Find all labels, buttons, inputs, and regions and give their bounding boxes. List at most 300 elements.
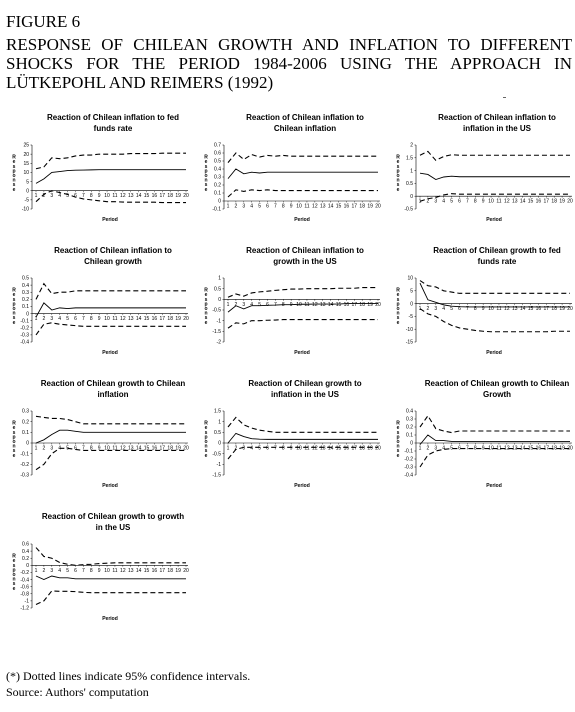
x-tick-label: 15 bbox=[527, 306, 534, 313]
response-line bbox=[228, 433, 378, 443]
y-axis-label: e bbox=[204, 425, 208, 432]
y-axis-label: s bbox=[396, 163, 400, 170]
y-axis-label: e bbox=[396, 452, 400, 459]
x-tick-label: 17 bbox=[159, 316, 166, 323]
x-tick-label: 19 bbox=[175, 567, 181, 574]
x-tick-label: 8 bbox=[281, 203, 285, 210]
x-tick-label: 19 bbox=[175, 316, 181, 323]
x-tick-label: 1 bbox=[418, 306, 422, 313]
x-tick-label: 8 bbox=[473, 306, 477, 313]
lower-confidence-line bbox=[228, 190, 378, 197]
chart-panel bbox=[392, 112, 575, 242]
x-tick-label: 5 bbox=[450, 198, 453, 205]
y-axis-label: R bbox=[396, 420, 400, 427]
y-axis-label: e bbox=[12, 425, 16, 432]
x-tick-label: 6 bbox=[458, 306, 461, 313]
x-tick-label: 17 bbox=[351, 445, 358, 452]
y-tick-label: -0.1 bbox=[20, 451, 29, 458]
y-tick-label: -0.1 bbox=[212, 206, 221, 213]
lower-confidence-line bbox=[36, 591, 186, 605]
x-tick-label: 10 bbox=[488, 445, 494, 452]
x-tick-label: 13 bbox=[127, 316, 134, 323]
x-tick-label: 18 bbox=[167, 316, 173, 323]
x-tick-label: 12 bbox=[120, 316, 126, 323]
y-tick-label: 0.3 bbox=[214, 174, 221, 181]
y-axis-label: s bbox=[396, 296, 400, 303]
chart-title: funds rate bbox=[477, 257, 517, 266]
x-tick-label: 2 bbox=[234, 203, 238, 210]
x-axis-label: Period bbox=[486, 483, 502, 489]
x-tick-label: 18 bbox=[167, 193, 173, 200]
chart-title: funds rate bbox=[93, 124, 133, 133]
x-tick-label: 12 bbox=[504, 198, 510, 205]
x-tick-label: 2 bbox=[234, 301, 238, 308]
x-tick-label: 20 bbox=[567, 306, 573, 313]
y-tick-label: -0.3 bbox=[20, 472, 29, 479]
response-line bbox=[36, 303, 186, 317]
x-tick-label: 10 bbox=[488, 198, 494, 205]
y-axis-label: R bbox=[12, 287, 16, 294]
x-tick-label: 6 bbox=[458, 198, 461, 205]
y-axis-label: e bbox=[396, 186, 400, 193]
y-axis-label: p bbox=[12, 301, 16, 308]
x-tick-label: 9 bbox=[289, 203, 293, 210]
y-axis-label: p bbox=[396, 434, 400, 441]
x-tick-label: 5 bbox=[66, 316, 69, 323]
x-axis-label: Period bbox=[102, 616, 118, 622]
x-axis-label: Period bbox=[102, 483, 118, 489]
y-tick-label: -0.4 bbox=[404, 472, 413, 479]
x-tick-label: 9 bbox=[97, 316, 101, 323]
x-tick-label: 18 bbox=[167, 567, 173, 574]
y-axis-label: R bbox=[12, 420, 16, 427]
chart-svg bbox=[8, 245, 198, 375]
x-tick-label: 20 bbox=[183, 445, 189, 452]
x-tick-label: 6 bbox=[266, 445, 269, 452]
upper-confidence-line bbox=[420, 416, 570, 433]
y-axis-label: e bbox=[12, 319, 16, 326]
x-axis-label: Period bbox=[294, 350, 310, 356]
x-tick-label: 3 bbox=[434, 445, 438, 452]
x-tick-label: 14 bbox=[327, 445, 334, 452]
x-tick-label: 16 bbox=[535, 198, 542, 205]
x-tick-label: 18 bbox=[551, 306, 557, 313]
upper-confidence-line bbox=[36, 416, 186, 423]
x-tick-label: 17 bbox=[159, 567, 166, 574]
chart-title: Reaction of Chilean inflation to bbox=[438, 113, 556, 122]
x-tick-label: 8 bbox=[281, 445, 285, 452]
upper-confidence-line bbox=[420, 281, 570, 294]
y-axis-label: R bbox=[12, 154, 16, 161]
x-tick-label: 14 bbox=[519, 306, 526, 313]
y-tick-label: 0.3 bbox=[22, 289, 29, 296]
x-tick-label: 19 bbox=[559, 306, 565, 313]
x-tick-label: 2 bbox=[234, 445, 238, 452]
x-tick-label: 1 bbox=[418, 445, 422, 452]
y-axis-label: R bbox=[204, 420, 208, 427]
figure-title: RESPONSE OF CHILEAN GROWTH AND INFLATION TO DIFFERENT SHOCKS FOR THE PERIOD 1984-2006 USING THE APPROACH IN LÜTKEPOHL AND REIMERS (1992) bbox=[6, 35, 572, 92]
x-tick-label: 15 bbox=[335, 301, 342, 308]
y-tick-label: 0.5 bbox=[214, 286, 221, 293]
x-tick-label: 7 bbox=[81, 445, 85, 452]
x-tick-label: 16 bbox=[151, 567, 158, 574]
y-axis-label: e bbox=[12, 558, 16, 565]
chart-svg bbox=[200, 245, 390, 375]
y-tick-label: 0.2 bbox=[22, 419, 29, 426]
x-tick-label: 17 bbox=[159, 193, 166, 200]
x-tick-label: 15 bbox=[143, 193, 150, 200]
y-tick-label: 0.3 bbox=[22, 408, 29, 415]
x-tick-label: 6 bbox=[74, 193, 77, 200]
x-tick-label: 11 bbox=[112, 445, 118, 452]
y-axis-label: o bbox=[12, 439, 16, 445]
x-tick-label: 10 bbox=[296, 203, 302, 210]
x-tick-label: 12 bbox=[312, 445, 318, 452]
chart-title: inflation bbox=[97, 390, 129, 399]
x-tick-label: 8 bbox=[473, 445, 477, 452]
y-tick-label: 0.2 bbox=[22, 297, 29, 304]
chart-title: Reaction of Chilean growth to Chilean bbox=[424, 379, 570, 388]
x-tick-label: 15 bbox=[143, 445, 150, 452]
y-axis-label: e bbox=[396, 319, 400, 326]
x-tick-label: 18 bbox=[359, 301, 365, 308]
y-tick-label: -10 bbox=[21, 206, 29, 213]
x-tick-label: 2 bbox=[42, 445, 46, 452]
y-tick-label: -0.4 bbox=[20, 577, 29, 584]
footnote-confidence: (*) Dotted lines indicate 95% confidence intervals. bbox=[6, 669, 251, 683]
x-tick-label: 5 bbox=[258, 203, 261, 210]
x-tick-label: 4 bbox=[442, 198, 446, 205]
chart-title: Reaction of Chilean growth to fed bbox=[433, 246, 561, 255]
chart-svg bbox=[392, 245, 575, 375]
x-tick-label: 3 bbox=[50, 445, 54, 452]
y-tick-label: 0 bbox=[26, 188, 29, 195]
y-tick-label: -1.5 bbox=[212, 472, 221, 479]
x-tick-label: 10 bbox=[296, 301, 302, 308]
y-tick-label: 0 bbox=[26, 440, 29, 447]
x-tick-label: 5 bbox=[450, 306, 453, 313]
x-tick-label: 7 bbox=[465, 306, 469, 313]
x-tick-label: 13 bbox=[511, 306, 518, 313]
chart-panel bbox=[8, 245, 198, 375]
y-axis-label: o bbox=[396, 306, 400, 312]
figure-label: FIGURE 6 bbox=[6, 12, 81, 31]
y-tick-label: 0 bbox=[410, 301, 413, 308]
x-axis-label: Period bbox=[486, 350, 502, 356]
y-axis-label: n bbox=[396, 310, 400, 317]
x-tick-label: 17 bbox=[159, 445, 166, 452]
x-tick-label: 11 bbox=[496, 445, 502, 452]
x-tick-label: 2 bbox=[426, 198, 430, 205]
x-tick-label: 3 bbox=[434, 306, 438, 313]
y-axis-label: o bbox=[396, 173, 400, 179]
y-tick-label: 0.5 bbox=[214, 430, 221, 437]
x-tick-label: 3 bbox=[242, 445, 246, 452]
y-axis-label: e bbox=[204, 159, 208, 166]
x-tick-label: 11 bbox=[304, 203, 310, 210]
y-axis-label: s bbox=[12, 163, 16, 170]
x-tick-label: 7 bbox=[81, 193, 85, 200]
x-tick-label: 4 bbox=[442, 306, 446, 313]
y-axis-label: s bbox=[12, 429, 16, 436]
x-tick-label: 3 bbox=[242, 203, 246, 210]
x-tick-label: 5 bbox=[66, 567, 69, 574]
x-tick-label: 10 bbox=[104, 567, 110, 574]
y-axis-label: s bbox=[204, 163, 208, 170]
y-axis-label: p bbox=[396, 301, 400, 308]
x-tick-label: 4 bbox=[250, 203, 254, 210]
x-tick-label: 20 bbox=[375, 445, 381, 452]
y-tick-label: 10 bbox=[407, 275, 413, 282]
chart-title: in the US bbox=[95, 523, 131, 532]
lower-confidence-line bbox=[420, 309, 570, 332]
x-tick-label: 19 bbox=[367, 301, 373, 308]
x-tick-label: 1 bbox=[34, 193, 38, 200]
y-axis-label: s bbox=[396, 429, 400, 436]
x-tick-label: 7 bbox=[465, 445, 469, 452]
chart-panel bbox=[392, 378, 575, 508]
y-axis-label: n bbox=[204, 177, 208, 184]
x-tick-label: 11 bbox=[112, 316, 118, 323]
chart-svg bbox=[200, 378, 390, 508]
chart-title: growth in the US bbox=[273, 257, 337, 266]
x-axis-label: Period bbox=[294, 217, 310, 223]
x-tick-label: 12 bbox=[120, 567, 126, 574]
x-tick-label: 1 bbox=[34, 316, 38, 323]
response-line bbox=[36, 576, 186, 580]
chart-panel bbox=[200, 245, 390, 375]
x-tick-label: 14 bbox=[327, 301, 334, 308]
chart-svg bbox=[8, 112, 198, 242]
y-tick-label: -0.2 bbox=[20, 570, 29, 577]
y-tick-label: 15 bbox=[23, 160, 29, 167]
x-tick-label: 10 bbox=[296, 445, 302, 452]
x-tick-label: 14 bbox=[135, 567, 142, 574]
y-axis-label: p bbox=[12, 168, 16, 175]
y-axis-label: p bbox=[204, 168, 208, 175]
footnote-source: Source: Authors' computation bbox=[6, 685, 149, 699]
y-tick-label: 5 bbox=[410, 288, 413, 295]
x-tick-label: 17 bbox=[543, 445, 550, 452]
y-tick-label: -1.2 bbox=[20, 605, 29, 612]
chart-title: Reaction of Chilean inflation to bbox=[54, 246, 172, 255]
y-axis-label: p bbox=[12, 434, 16, 441]
x-tick-label: 13 bbox=[127, 193, 134, 200]
x-tick-label: 5 bbox=[258, 301, 261, 308]
x-tick-label: 17 bbox=[351, 203, 358, 210]
y-tick-label: 0.2 bbox=[406, 424, 413, 431]
y-axis-label: s bbox=[396, 182, 400, 189]
y-tick-label: -0.4 bbox=[20, 339, 29, 346]
x-tick-label: 3 bbox=[50, 193, 54, 200]
y-axis-label: n bbox=[12, 443, 16, 450]
x-tick-label: 12 bbox=[504, 306, 510, 313]
x-tick-label: 4 bbox=[58, 316, 62, 323]
y-axis-label: e bbox=[204, 452, 208, 459]
y-tick-label: -0.5 bbox=[212, 307, 221, 314]
y-tick-label: -0.3 bbox=[404, 464, 413, 471]
x-tick-label: 19 bbox=[367, 203, 373, 210]
y-tick-label: 0 bbox=[218, 198, 221, 205]
x-tick-label: 9 bbox=[97, 193, 101, 200]
y-axis-label: n bbox=[12, 177, 16, 184]
x-tick-label: 20 bbox=[183, 316, 189, 323]
x-axis-label: Period bbox=[294, 483, 310, 489]
chart-svg bbox=[392, 378, 575, 508]
y-tick-label: 0.3 bbox=[406, 416, 413, 423]
x-tick-label: 11 bbox=[496, 198, 502, 205]
upper-confidence-line bbox=[420, 151, 570, 160]
y-axis-label: s bbox=[12, 296, 16, 303]
y-axis-label: s bbox=[396, 448, 400, 455]
y-axis-label: s bbox=[12, 182, 16, 189]
chart-svg bbox=[8, 378, 198, 508]
x-tick-label: 11 bbox=[112, 193, 118, 200]
upper-confidence-line bbox=[36, 548, 186, 566]
x-tick-label: 14 bbox=[327, 203, 334, 210]
x-tick-label: 7 bbox=[81, 567, 85, 574]
x-tick-label: 7 bbox=[81, 316, 85, 323]
y-axis-label: o bbox=[204, 306, 208, 312]
upper-confidence-line bbox=[228, 153, 378, 163]
y-tick-label: 25 bbox=[23, 142, 29, 149]
y-axis-label: p bbox=[204, 301, 208, 308]
x-tick-label: 11 bbox=[496, 306, 502, 313]
x-tick-label: 6 bbox=[74, 567, 77, 574]
y-tick-label: 0.7 bbox=[214, 142, 221, 149]
x-tick-label: 16 bbox=[151, 445, 158, 452]
chart-title: Reaction of Chilean inflation to bbox=[246, 113, 364, 122]
x-tick-label: 1 bbox=[418, 198, 422, 205]
x-tick-label: 16 bbox=[343, 203, 350, 210]
x-tick-label: 7 bbox=[273, 445, 277, 452]
y-axis-label: n bbox=[396, 177, 400, 184]
y-tick-label: 1 bbox=[218, 275, 221, 282]
chart-svg bbox=[200, 112, 390, 242]
x-tick-label: 9 bbox=[481, 306, 485, 313]
chart-panel bbox=[200, 112, 390, 242]
x-tick-label: 1 bbox=[226, 445, 230, 452]
x-tick-label: 18 bbox=[359, 445, 365, 452]
y-axis-label: e bbox=[12, 585, 16, 592]
y-tick-label: -5 bbox=[24, 197, 29, 204]
x-tick-label: 14 bbox=[519, 445, 526, 452]
footnote bbox=[6, 668, 250, 700]
x-tick-label: 1 bbox=[34, 567, 38, 574]
y-axis-label: o bbox=[12, 173, 16, 179]
x-tick-label: 3 bbox=[242, 301, 246, 308]
x-tick-label: 9 bbox=[289, 301, 293, 308]
upper-confidence-line bbox=[36, 153, 186, 169]
x-tick-label: 10 bbox=[104, 316, 110, 323]
x-tick-label: 19 bbox=[175, 193, 181, 200]
y-tick-label: 0.4 bbox=[22, 282, 29, 289]
y-tick-label: -1.5 bbox=[212, 329, 221, 336]
x-tick-label: 14 bbox=[135, 193, 142, 200]
y-tick-label: -1 bbox=[24, 598, 29, 605]
x-tick-label: 19 bbox=[559, 445, 565, 452]
x-tick-label: 13 bbox=[127, 567, 134, 574]
y-axis-label: s bbox=[12, 581, 16, 588]
x-tick-label: 12 bbox=[120, 193, 126, 200]
y-tick-label: 0.5 bbox=[22, 275, 29, 282]
x-tick-label: 6 bbox=[74, 316, 77, 323]
y-axis-label: n bbox=[12, 310, 16, 317]
y-axis-label: R bbox=[12, 553, 16, 560]
x-tick-label: 16 bbox=[151, 316, 158, 323]
y-tick-label: -0.2 bbox=[20, 462, 29, 469]
x-tick-label: 16 bbox=[343, 301, 350, 308]
x-tick-label: 3 bbox=[50, 567, 54, 574]
x-axis-label: Period bbox=[102, 217, 118, 223]
chart-title: Chilean growth bbox=[84, 257, 142, 266]
chart-panel bbox=[392, 245, 575, 375]
y-axis-label: R bbox=[396, 287, 400, 294]
x-tick-label: 20 bbox=[375, 203, 381, 210]
y-tick-label: 0.5 bbox=[214, 158, 221, 165]
y-tick-label: 1.5 bbox=[406, 155, 413, 162]
chart-svg bbox=[392, 112, 575, 242]
response-line bbox=[420, 173, 570, 179]
x-tick-label: 5 bbox=[258, 445, 261, 452]
y-tick-label: -0.8 bbox=[20, 591, 29, 598]
x-tick-label: 17 bbox=[543, 306, 550, 313]
x-tick-label: 7 bbox=[273, 203, 277, 210]
y-axis-label: e bbox=[12, 186, 16, 193]
y-tick-label: 0.6 bbox=[214, 150, 221, 157]
x-tick-label: 9 bbox=[97, 567, 101, 574]
y-axis-label: o bbox=[12, 572, 16, 578]
y-tick-label: 0 bbox=[26, 563, 29, 570]
y-tick-label: 0.6 bbox=[22, 541, 29, 548]
y-axis-label: o bbox=[204, 439, 208, 445]
x-tick-label: 1 bbox=[226, 301, 230, 308]
x-tick-label: 10 bbox=[488, 306, 494, 313]
y-tick-label: -5 bbox=[408, 314, 413, 321]
x-tick-label: 9 bbox=[289, 445, 293, 452]
x-tick-label: 13 bbox=[511, 445, 518, 452]
y-axis-label: e bbox=[396, 292, 400, 299]
y-tick-label: -1 bbox=[216, 462, 221, 469]
x-tick-label: 15 bbox=[335, 445, 342, 452]
y-axis-label: R bbox=[204, 154, 208, 161]
y-tick-label: 20 bbox=[23, 151, 29, 158]
y-tick-label: 0 bbox=[218, 440, 221, 447]
y-tick-label: -0.5 bbox=[212, 451, 221, 458]
y-tick-label: 0 bbox=[410, 193, 413, 200]
y-tick-label: 0.4 bbox=[22, 548, 29, 555]
y-tick-label: 0 bbox=[26, 311, 29, 318]
stray-mark bbox=[503, 97, 506, 98]
x-tick-label: 12 bbox=[312, 203, 318, 210]
lower-confidence-line bbox=[228, 320, 378, 329]
x-axis-label: Period bbox=[102, 350, 118, 356]
x-tick-label: 20 bbox=[375, 301, 381, 308]
x-tick-label: 14 bbox=[519, 198, 526, 205]
chart-title: Reaction of Chilean growth to bbox=[248, 379, 362, 388]
y-axis-label: e bbox=[204, 292, 208, 299]
x-tick-label: 2 bbox=[42, 193, 46, 200]
chart-panel bbox=[8, 511, 198, 641]
x-tick-label: 20 bbox=[567, 445, 573, 452]
y-axis-label: s bbox=[12, 315, 16, 322]
y-axis-label: s bbox=[12, 448, 16, 455]
y-axis-label: e bbox=[12, 292, 16, 299]
x-tick-label: 20 bbox=[567, 198, 573, 205]
lower-confidence-line bbox=[36, 323, 186, 335]
x-tick-label: 12 bbox=[504, 445, 510, 452]
x-tick-label: 11 bbox=[304, 445, 310, 452]
